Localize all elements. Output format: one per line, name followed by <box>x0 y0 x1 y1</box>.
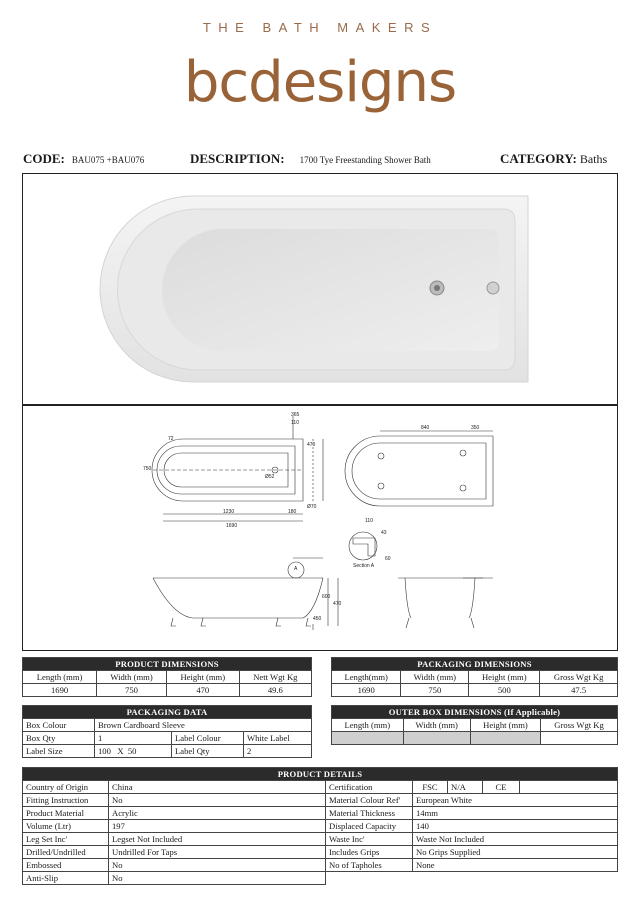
detail-value: No <box>109 859 326 872</box>
pk-height: 500 <box>469 684 540 697</box>
dim-350: 350 <box>471 425 480 431</box>
pk-header-width: Width (mm) <box>401 671 469 684</box>
detail-label: Product Material <box>23 807 109 820</box>
label-size-label: Label Size <box>23 745 95 758</box>
dim-1690: 1690 <box>226 523 238 529</box>
description-label: DESCRIPTION: <box>190 151 285 166</box>
detail-value: Undrilled For Taps <box>109 846 326 859</box>
brand-tagline: THE BATH MAKERS <box>202 20 438 35</box>
detail-label: Waste Inc' <box>326 833 413 846</box>
pd-header-width: Width (mm) <box>97 671 167 684</box>
dim-72: 72 <box>168 436 174 442</box>
detail-label: Embossed <box>23 859 109 872</box>
detail-label: Material Thickness <box>326 807 413 820</box>
detail-value: None <box>413 859 618 872</box>
detail-value: Acrylic <box>109 807 326 820</box>
bath-photo <box>23 174 617 404</box>
pk-width: 750 <box>401 684 469 697</box>
ob-header-height: Height (mm) <box>470 719 540 732</box>
dim-470-side: 470 <box>333 601 342 607</box>
technical-drawing-frame <box>22 405 618 651</box>
brand-logo: bcdesigns <box>183 50 457 115</box>
dim-110-section: 110 <box>365 518 373 524</box>
ob-header-weight: Gross Wgt Kg <box>541 719 618 732</box>
detail-value: No <box>109 872 326 885</box>
pk-length: 1690 <box>332 684 401 697</box>
outer-box-table <box>331 705 618 745</box>
ce-value <box>520 781 618 794</box>
category-label: CATEGORY: <box>500 151 577 166</box>
fsc-value: N/A <box>448 781 483 794</box>
pd-height: 470 <box>166 684 239 697</box>
detail-label: Country of Origin <box>23 781 109 794</box>
product-dimensions-table <box>22 657 312 697</box>
product-dimensions-title: PRODUCT DIMENSIONS <box>23 658 312 671</box>
dim-1230: 1230 <box>223 509 235 515</box>
pd-weight: 49.6 <box>239 684 311 697</box>
dim-180: 180 <box>288 509 297 515</box>
label-colour-value: White Label <box>244 732 312 745</box>
detail-value: 140 <box>413 820 618 833</box>
detail-label: No of Tapholes <box>326 859 413 872</box>
packaging-data-table <box>22 705 312 758</box>
dim-600: 600 <box>322 594 331 600</box>
code-field <box>23 151 144 167</box>
packaging-dimensions-table <box>331 657 618 697</box>
empty-cell <box>326 872 618 885</box>
product-details-title: PRODUCT DETAILS <box>23 768 618 781</box>
category-value: Baths <box>579 152 608 166</box>
pd-header-length: Length (mm) <box>23 671 97 684</box>
technical-drawing <box>23 406 617 650</box>
pd-header-height: Height (mm) <box>166 671 239 684</box>
ob-header-length: Length (mm) <box>332 719 404 732</box>
category-field <box>500 151 607 167</box>
packaging-dimensions-title: PACKAGING DIMENSIONS <box>332 658 618 671</box>
detail-label: Material Colour Ref' <box>326 794 413 807</box>
dim-750: 750 <box>143 466 152 472</box>
detail-value: 14mm <box>413 807 618 820</box>
dim-470: 470 <box>307 442 316 448</box>
box-colour-label: Box Colour <box>23 719 95 732</box>
code-label: CODE: <box>23 151 65 166</box>
detail-label: Fitting Instruction <box>23 794 109 807</box>
pd-length: 1690 <box>23 684 97 697</box>
dim-60: 60 <box>385 556 391 562</box>
dim-52: Ø52 <box>265 474 275 480</box>
label-size-value: 100 X 50 <box>95 745 172 758</box>
dim-840: 840 <box>421 425 430 431</box>
detail-value: Waste Not Included <box>413 833 618 846</box>
packaging-data-title: PACKAGING DATA <box>23 706 312 719</box>
box-colour-value: Brown Cardboard Sleeve <box>95 719 312 732</box>
detail-label: Leg Set Inc' <box>23 833 109 846</box>
label-qty-value: 2 <box>244 745 312 758</box>
label-colour-label: Label Colour <box>172 732 244 745</box>
description-value: 1700 Tye Freestanding Shower Bath <box>299 155 431 165</box>
certification-label: Certification <box>326 781 413 794</box>
description-field <box>190 151 431 167</box>
ob-length-cell <box>332 732 404 745</box>
detail-value: European White <box>413 794 618 807</box>
detail-value: 197 <box>109 820 326 833</box>
detail-a-label: A <box>294 566 298 572</box>
box-qty-label: Box Qty <box>23 732 95 745</box>
pk-header-length: Length(mm) <box>332 671 401 684</box>
product-details-table <box>22 767 618 885</box>
outer-box-title: OUTER BOX DIMENSIONS (If Applicable) <box>332 706 618 719</box>
detail-value: China <box>109 781 326 794</box>
detail-label: Drilled/Undrilled <box>23 846 109 859</box>
dim-450: 450 <box>313 616 322 622</box>
dim-365: 365 <box>291 412 300 418</box>
pd-header-weight: Nett Wgt Kg <box>239 671 311 684</box>
dim-43: 43 <box>381 530 387 536</box>
detail-value: Legset Not Included <box>109 833 326 846</box>
pk-header-weight: Gross Wgt Kg <box>540 671 618 684</box>
detail-value: No <box>109 794 326 807</box>
detail-label: Volume (Ltr) <box>23 820 109 833</box>
detail-label: Anti-Slip <box>23 872 109 885</box>
detail-label: Includes Grips <box>326 846 413 859</box>
code-value: BAU075 +BAU076 <box>71 155 145 165</box>
pd-width: 750 <box>97 684 167 697</box>
ob-header-width: Width (mm) <box>403 719 470 732</box>
product-photo-frame <box>22 173 618 405</box>
ce-label: CE <box>483 781 520 794</box>
detail-value: No Grips Supplied <box>413 846 618 859</box>
section-a-label: Section A <box>353 563 375 569</box>
detail-label: Displaced Capacity <box>326 820 413 833</box>
dim-110: 110 <box>291 420 299 426</box>
ob-weight-cell <box>541 732 618 745</box>
pk-header-height: Height (mm) <box>469 671 540 684</box>
fsc-label: FSC <box>413 781 448 794</box>
label-qty-label: Label Qty <box>172 745 244 758</box>
dim-70: Ø70 <box>307 504 317 510</box>
box-qty-value: 1 <box>95 732 172 745</box>
ob-height-cell <box>470 732 540 745</box>
ob-width-cell <box>403 732 470 745</box>
pk-weight: 47.5 <box>540 684 618 697</box>
